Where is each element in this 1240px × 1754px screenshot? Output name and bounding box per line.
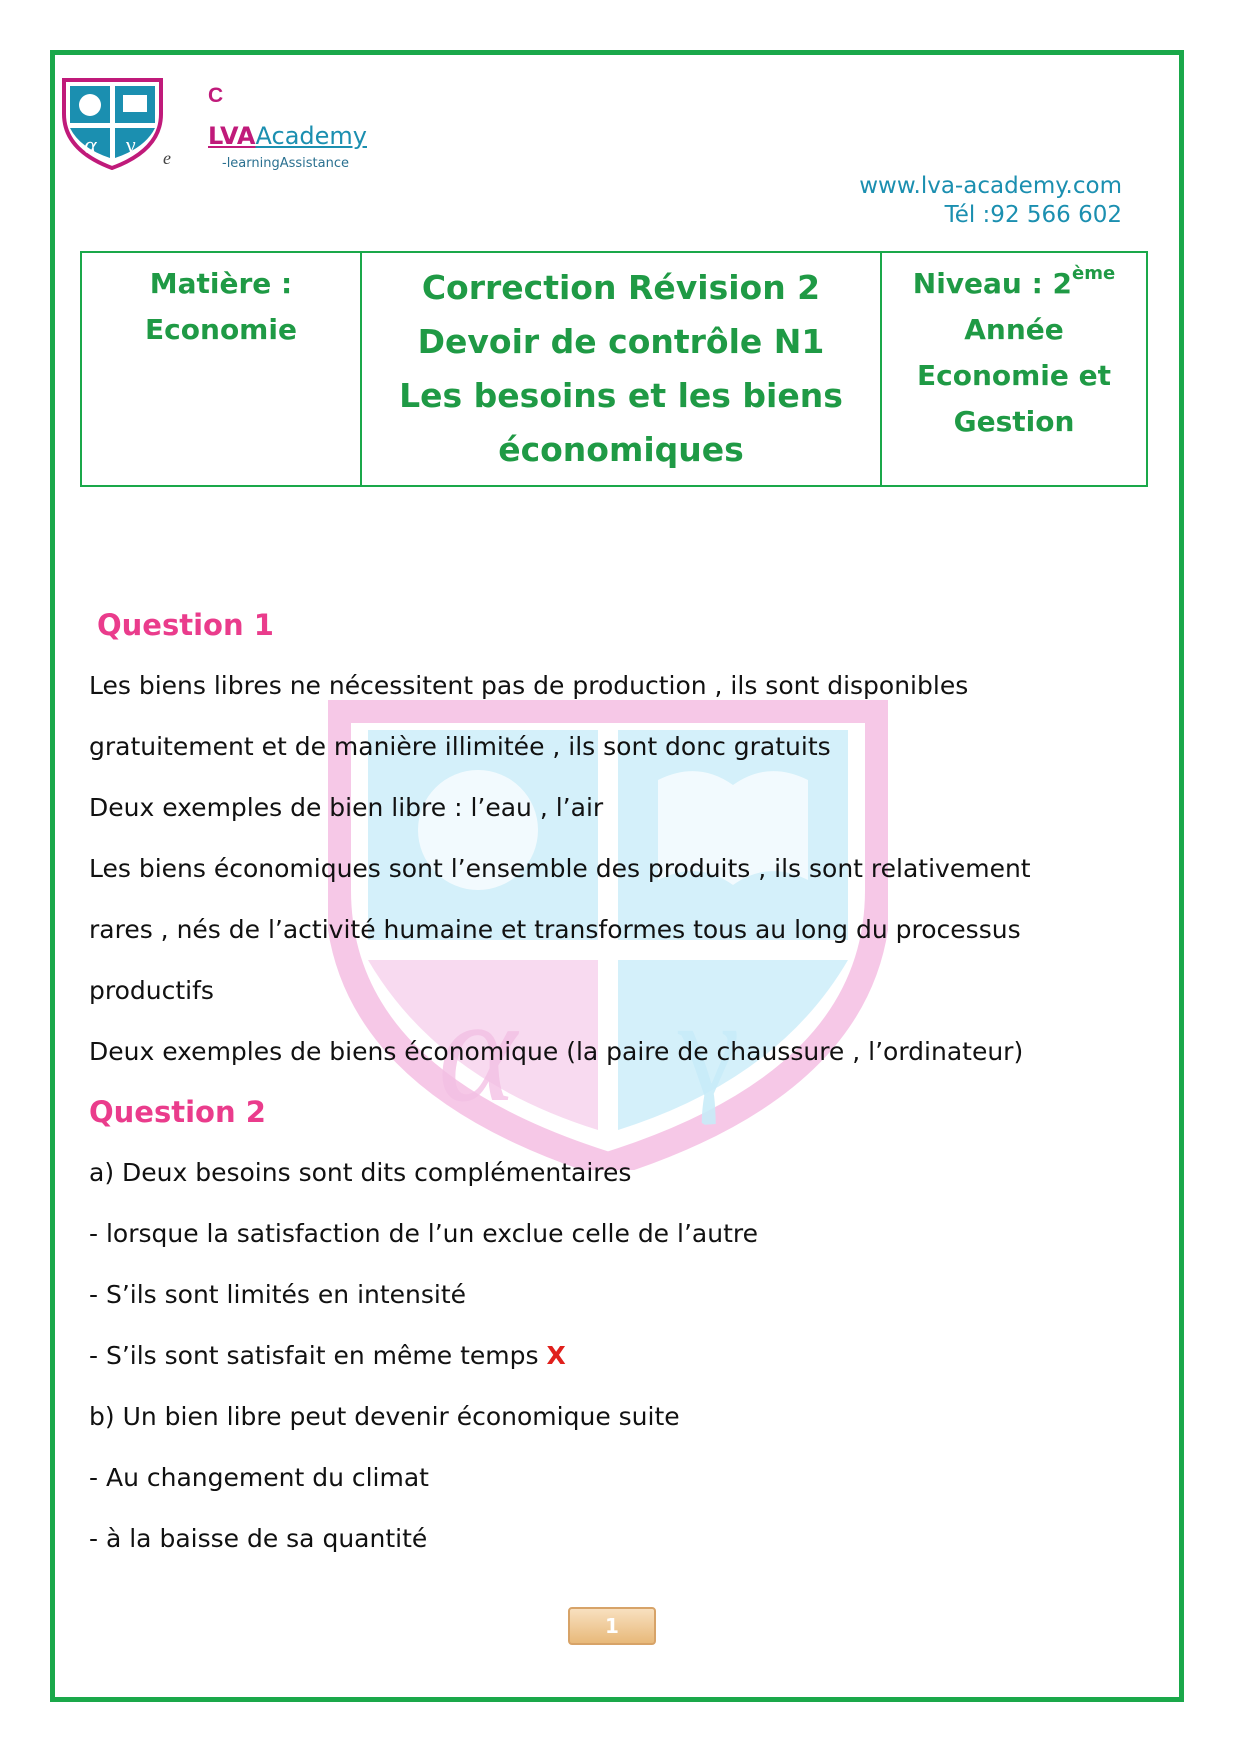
option-line: - lorsque la satisfaction de l’un exclue celle de l’autre — [89, 1219, 758, 1248]
brand-tagline: -learningAssistance — [222, 156, 349, 171]
brand-name-lva: LVA — [208, 122, 256, 150]
level-heading — [883, 261, 1145, 307]
option-text: - S’ils sont satisfait en même temps — [89, 1341, 539, 1370]
content — [89, 595, 1149, 1569]
question-1-heading: Question 1 — [97, 608, 274, 642]
title-line: économiques — [498, 430, 744, 469]
answer-line: rares , nés de l’activité humaine et transformes tous au long du processus — [89, 915, 1021, 944]
brand-letter-c: C — [208, 84, 224, 107]
brand-name-academy: Academy — [255, 122, 367, 150]
subject-label: Matière : — [149, 267, 293, 300]
level-line: Gestion — [953, 405, 1075, 438]
answer-line: Les biens libres ne nécessitent pas de production , ils sont disponibles — [89, 671, 969, 700]
contact-block — [859, 172, 1122, 230]
svg-text:α: α — [438, 967, 517, 1133]
svg-text:γ: γ — [126, 132, 136, 157]
title-line: Devoir de contrôle N1 — [417, 322, 825, 361]
page-number: 1 — [568, 1607, 656, 1645]
answer-line: productifs — [89, 976, 214, 1005]
option-line: - à la baisse de sa quantité — [89, 1524, 428, 1553]
title-cell — [361, 252, 881, 486]
title-line: Les besoins et les biens — [399, 376, 843, 415]
subject-cell — [81, 252, 361, 486]
lva-academy-logo — [60, 78, 165, 170]
answer-mark: X — [546, 1341, 566, 1370]
phone-number: Tél :92 566 602 — [944, 202, 1122, 228]
answer-line: gratuitement et de manière illimitée , ils sont donc gratuits — [89, 732, 831, 761]
svg-text:γ: γ — [678, 971, 740, 1126]
level-line: Année — [964, 313, 1064, 346]
level-cell — [881, 252, 1147, 486]
question-2-heading: Question 2 — [89, 1095, 266, 1129]
title-line: Correction Révision 2 — [421, 268, 821, 307]
website-link[interactable]: www.lva-academy.com — [859, 173, 1122, 199]
answer-line: Deux exemples de biens économique (la paire de chaussure , l’ordinateur) — [89, 1037, 1024, 1066]
answer-line: Les biens économiques sont l’ensemble des produits , ils sont relativement — [89, 854, 1031, 883]
brand-letter-e: e — [163, 148, 171, 168]
level-superscript: ème — [1072, 263, 1116, 284]
option-line-marked — [89, 1325, 1149, 1386]
level-prefix: Niveau : 2 — [912, 267, 1073, 300]
part-a-prompt: a) Deux besoins sont dits complémentaires — [89, 1158, 632, 1187]
header-table — [80, 251, 1148, 487]
brand-name — [208, 122, 367, 150]
option-line: - S’ils sont limités en intensité — [89, 1280, 467, 1309]
level-line: Economie et — [916, 359, 1112, 392]
answer-line: Deux exemples de bien libre : l’eau , l’air — [89, 793, 604, 822]
svg-text:α: α — [84, 133, 97, 159]
subject-value: Economie — [145, 313, 297, 346]
part-b-prompt: b) Un bien libre peut devenir économique suite — [89, 1402, 680, 1431]
option-line: - Au changement du climat — [89, 1463, 429, 1492]
